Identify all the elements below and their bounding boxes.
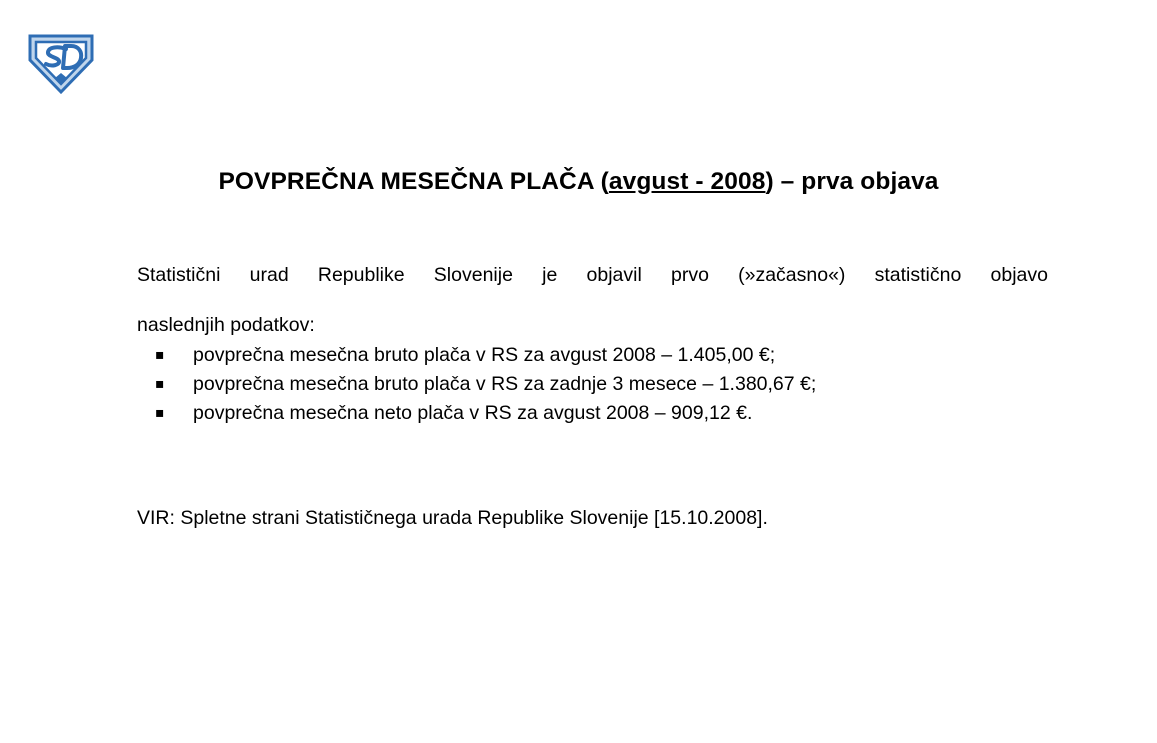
square-bullet-icon: ▪ (155, 347, 165, 363)
page-title (0, 168, 1157, 196)
title-prefix: POVPREČNA MESEČNA PLAČA ( (218, 168, 609, 195)
list-item (155, 370, 1055, 399)
source-line: VIR: Spletne strani Statističnega urada Republike Slovenije [15.10.2008]. (137, 507, 768, 529)
list-item (155, 341, 1055, 370)
title-suffix: ) – prva objava (765, 168, 939, 195)
list-item-label: povprečna mesečna neto plača v RS za avgust 2008 – 909,12 €. (193, 402, 753, 424)
list-item-label: povprečna mesečna bruto plača v RS za zadnje 3 mesece – 1.380,67 €; (193, 373, 817, 395)
list-item (155, 399, 1055, 428)
intro-paragraph (137, 263, 1048, 338)
square-bullet-icon: ▪ (155, 376, 165, 392)
square-bullet-icon: ▪ (155, 405, 165, 421)
intro-line-1: Statistični urad Republike Slovenije je objavil prvo (»začasno«) statistično objavo (137, 264, 1048, 286)
list-item-label: povprečna mesečna bruto plača v RS za avgust 2008 – 1.405,00 €; (193, 344, 776, 366)
title-underlined-part: avgust - 2008 (608, 168, 766, 195)
intro-line-2: naslednjih podatkov: (137, 314, 315, 336)
school-logo (22, 26, 100, 98)
bullet-list (155, 341, 1055, 428)
